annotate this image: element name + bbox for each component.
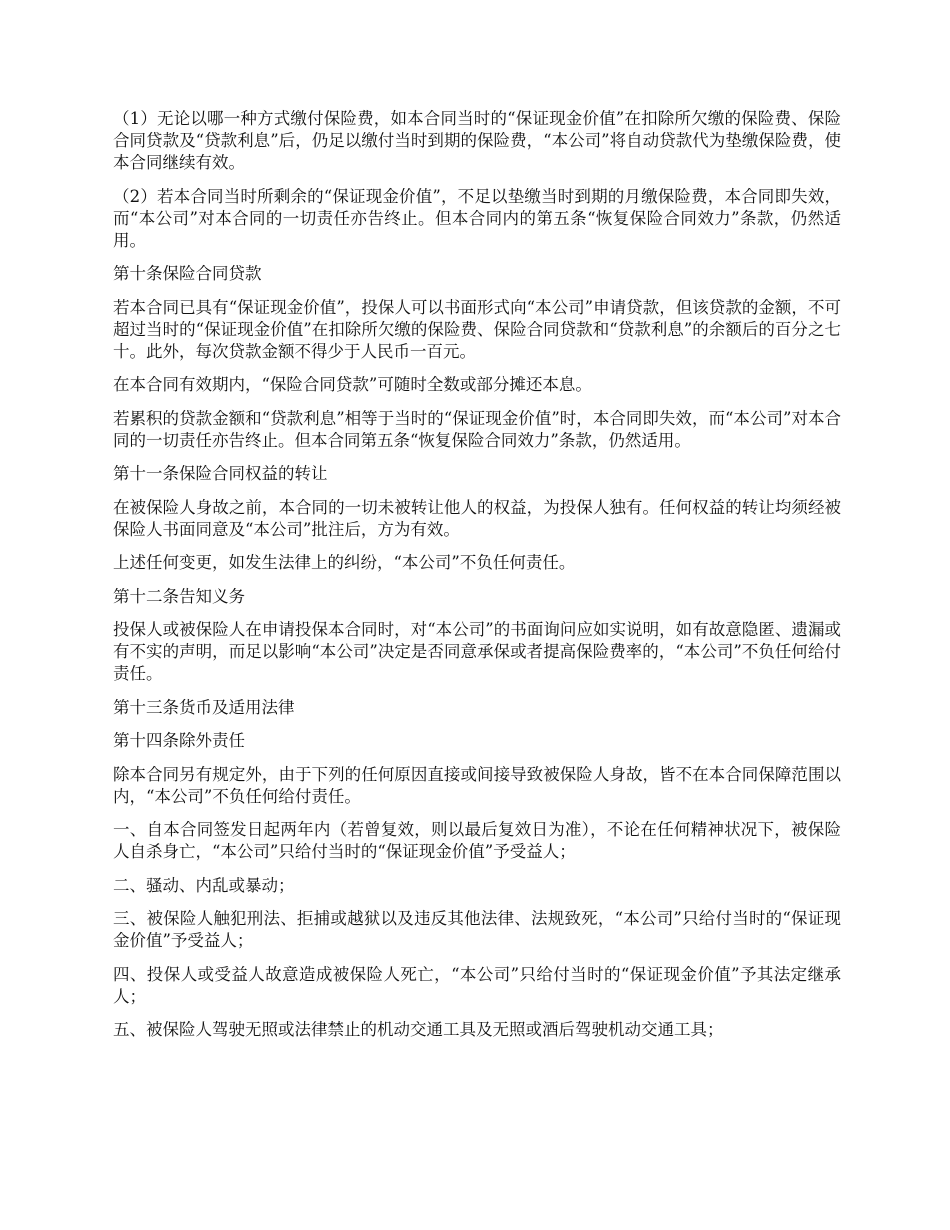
paragraph-transfer-disputes: 上述任何变更，如发生法律上的纠纷，“本公司”不负任何责任。 [113, 553, 576, 572]
paragraph-exclusions-intro: 除本合同另有规定外，由于下列的任何原因直接或间接导致被保险人身故，皆不在本合同保障范围以内，“本公司”不负任何给付责任。 [113, 764, 841, 806]
section-heading-article-11: 第十一条保险合同权益的转让 [113, 464, 328, 483]
paragraph-clause-2: （2）若本合同当时所剩余的“保证现金价值”，不足以垫缴当时到期的月缴保险费，本合同即失效，而“本公司”对本合同的一切责任亦告终止。但本合同内的第五条“恢复保险合同效力”条款，仍然适用。 [113, 186, 841, 250]
list-item-exclusion-1: 一、自本合同签发日起两年内（若曾复效，则以最后复效日为准），不论在任何精神状况下，被保险人自杀身亡，“本公司”只给付当时的“保证现金价值”予受益人； [113, 820, 841, 861]
list-item-exclusion-5: 五、被保险人驾驶无照或法律禁止的机动交通工具及无照或酒后驾驶机动交通工具； [113, 1020, 724, 1039]
document-body [113, 108, 841, 1053]
section-heading-article-14: 第十四条除外责任 [113, 731, 245, 750]
paragraph-loan-lapse: 若累积的贷款金额和“贷款利息”相等于当时的“保证现金价值”时，本合同即失效，而“本公司”对本合同的一切责任亦告终止。但本合同第五条“恢复保险合同效力”条款，仍然适用。 [113, 408, 841, 450]
list-item-exclusion-4: 四、投保人或受益人故意造成被保险人死亡，“本公司”只给付当时的“保证现金价值”予其法定继承人； [113, 964, 841, 1006]
section-heading-article-10: 第十条保险合同贷款 [113, 264, 262, 283]
paragraph-disclosure-duty: 投保人或被保险人在申请投保本合同时，对“本公司”的书面询问应如实说明，如有故意隐匿、遗漏或有不实的声明，而足以影响“本公司”决定是否同意承保或者提高保险费率的，“本公司”不负任何给付责任。 [113, 620, 841, 683]
paragraph-loan-terms: 若本合同已具有“保证现金价值”，投保人可以书面形式向“本公司”申请贷款，但该贷款的金额，不可超过当时的“保证现金价值”在扣除所欠缴的保险费、保险合同贷款和“贷款利息”的余额后的百分之七十。此外，每次贷款金额不得少于人民币一百元。 [113, 297, 841, 361]
paragraph-clause-1: （1）无论以哪一种方式缴付保险费，如本合同当时的“保证现金价值”在扣除所欠缴的保险费、保险合同贷款及“贷款利息”后，仍足以缴付当时到期的保险费，“本公司”将自动贷款代为垫缴保险费，使本合同继续有效。 [113, 109, 841, 172]
section-heading-article-13: 第十三条货币及适用法律 [113, 697, 295, 717]
paragraph-loan-repayment: 在本合同有效期内，“保险合同贷款”可随时全数或部分摊还本息。 [113, 375, 592, 394]
section-heading-article-12: 第十二条告知义务 [113, 586, 245, 606]
list-item-exclusion-3: 三、被保险人触犯刑法、拒捕或越狱以及违反其他法律、法规致死，“本公司”只给付当时的“保证现金价值”予受益人； [113, 909, 841, 950]
list-item-exclusion-2: 二、骚动、内乱或暴动； [113, 875, 295, 895]
paragraph-rights-transfer: 在被保险人身故之前，本合同的一切未被转让他人的权益，为投保人独有。任何权益的转让均须经被保险人书面同意及“本公司”批注后，方为有效。 [113, 497, 841, 539]
